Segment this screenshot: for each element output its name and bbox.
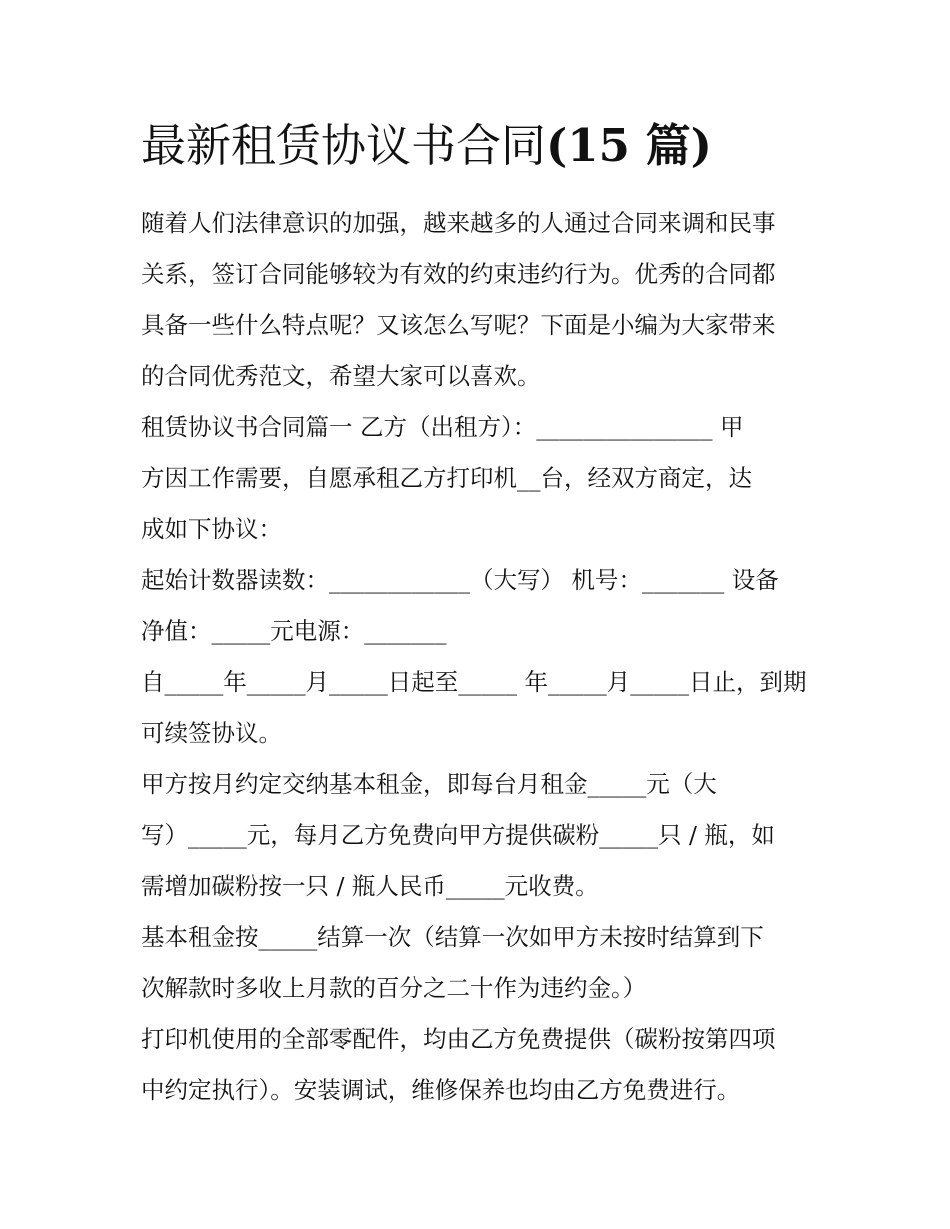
text-line: 需增加碳粉按一只 / 瓶人民币_____元收费。	[141, 872, 599, 900]
text-line: 可续签协议。	[141, 719, 282, 747]
text-line: 甲方按月约定交纳基本租金，即每台月租金_____元（大	[141, 770, 717, 798]
text-line: 打印机使用的全部零配件，均由乙方免费提供（碳粉按第四项	[141, 1025, 776, 1053]
text-line: 自_____年_____月_____日起至_____ 年_____月_____日止，到期	[141, 668, 807, 696]
text-line: 成如下协议：	[141, 515, 282, 543]
text-line: 具备一些什么特点呢？又该怎么写呢？下面是小编为大家带来	[141, 311, 776, 339]
text-line: 起始计数器读数：____________（大写） 机号：_______ 设备	[141, 566, 779, 594]
text-line: 次解款时多收上月款的百分之二十作为违约金。）	[141, 974, 647, 1002]
text-line: 写）_____元，每月乙方免费向甲方提供碳粉_____只 / 瓶，如	[141, 821, 775, 849]
text-line: 的合同优秀范文，希望大家可以喜欢。	[141, 362, 541, 390]
document-body	[141, 198, 831, 1116]
text-line: 租赁协议书合同篇一 乙方（出租方）：_______________ 甲	[141, 413, 744, 441]
text-line: 基本租金按_____结算一次（结算一次如甲方未按时结算到下	[141, 923, 764, 951]
text-line: 净值：_____元电源：_______	[141, 617, 447, 645]
document-title	[141, 116, 841, 176]
document-title-main: 最新租赁协议书合同	[141, 119, 547, 172]
text-line: 方因工作需要，自愿承租乙方打印机__台，经双方商定，达	[141, 464, 752, 492]
text-line: 关系，签订合同能够较为有效的约束违约行为。优秀的合同都	[141, 260, 776, 288]
document-title-count: (15 篇)	[546, 119, 712, 172]
text-line: 随着人们法律意识的加强，越来越多的人通过合同来调和民事	[141, 209, 776, 237]
text-line: 中约定执行）。安装调试，维修保养也均由乙方免费进行。	[141, 1076, 741, 1104]
